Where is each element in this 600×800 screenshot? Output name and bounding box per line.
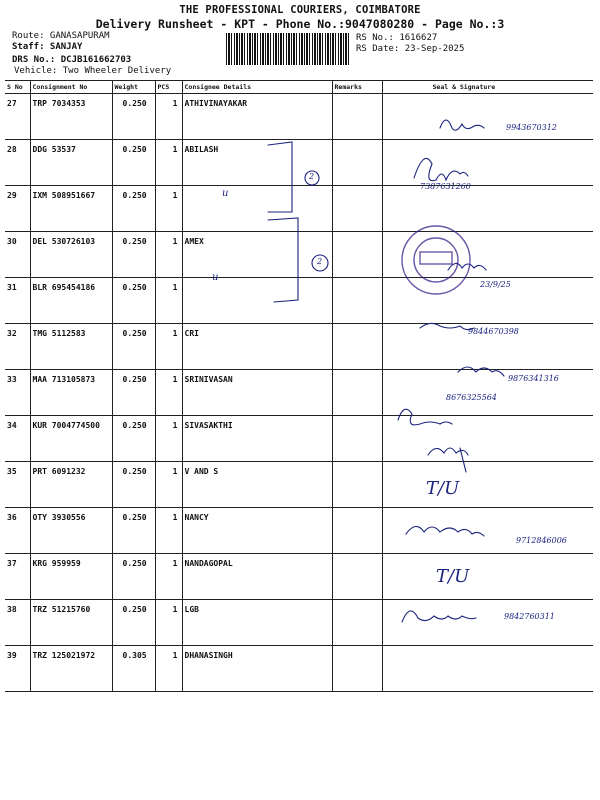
- row-pcs: 1: [155, 462, 182, 508]
- row-consignee: NANCY: [182, 508, 332, 554]
- row-remarks: [332, 508, 382, 554]
- row-pcs: 1: [155, 646, 182, 692]
- row-consignment: DEL 530726103: [30, 232, 112, 278]
- rs-number: RS No.: 1616627: [356, 33, 438, 43]
- col-consignee: Consignee Details: [182, 81, 332, 94]
- col-remarks: Remarks: [332, 81, 382, 94]
- row-consignment: KRG 959959: [30, 554, 112, 600]
- row-weight: 0.250: [112, 508, 155, 554]
- row-sno: 37: [5, 554, 30, 600]
- row-sno: 34: [5, 416, 30, 462]
- runsheet-table: [5, 80, 593, 692]
- row-weight: 0.250: [112, 554, 155, 600]
- row-sno: 35: [5, 462, 30, 508]
- row-sno: 28: [5, 140, 30, 186]
- row-consignment: TRP 7034353: [30, 94, 112, 140]
- row-weight: 0.305: [112, 646, 155, 692]
- row-signature: [382, 646, 593, 692]
- row-remarks: [332, 462, 382, 508]
- row-signature: [382, 508, 593, 554]
- ink-stamp-date: 23/9/25: [480, 280, 511, 289]
- row-consignment: MAA 713105873: [30, 370, 112, 416]
- table-row: [5, 416, 593, 462]
- row-pcs: 1: [155, 186, 182, 232]
- table-row: [5, 232, 593, 278]
- ink-bracket-mark: 2: [309, 172, 315, 181]
- row-signature: [382, 600, 593, 646]
- table-header-row: [5, 81, 593, 94]
- row-sno: 27: [5, 94, 30, 140]
- runsheet-title: Delivery Runsheet - KPT - Phone No.:9047080280 - Page No.:3: [95, 17, 505, 31]
- ink-tu-38: T/U: [436, 566, 470, 587]
- ink-phone-29: 7387631260: [420, 182, 471, 191]
- row-consignee: SIVASAKTHI: [182, 416, 332, 462]
- row-consignment: BLR 695454186: [30, 278, 112, 324]
- barcode-image: [226, 33, 350, 65]
- ink-phone-34: 8676325564: [446, 393, 497, 402]
- row-pcs: 1: [155, 416, 182, 462]
- row-sno: 29: [5, 186, 30, 232]
- row-pcs: 1: [155, 600, 182, 646]
- col-weight: Weight: [112, 81, 155, 94]
- row-weight: 0.250: [112, 140, 155, 186]
- row-consignment: IXM 508951667: [30, 186, 112, 232]
- ink-phone-39: 9842760311: [504, 612, 555, 621]
- row-consignee: AMEX: [182, 232, 332, 278]
- row-weight: 0.250: [112, 94, 155, 140]
- staff-label: Staff: SANJAY: [12, 42, 83, 52]
- row-remarks: [332, 600, 382, 646]
- vehicle-label: Vehicle: Two Wheeler Delivery: [14, 66, 172, 76]
- ink-ditto-mark: u: [212, 272, 219, 283]
- row-weight: 0.250: [112, 278, 155, 324]
- row-consignment: KUR 7004774500: [30, 416, 112, 462]
- table-row: [5, 462, 593, 508]
- row-sno: 33: [5, 370, 30, 416]
- row-pcs: 1: [155, 508, 182, 554]
- table-row: [5, 370, 593, 416]
- row-consignment: TRZ 125021972: [30, 646, 112, 692]
- table-row: [5, 186, 593, 232]
- row-consignee: [182, 278, 332, 324]
- col-consignment: Consignment No: [30, 81, 112, 94]
- table-row: [5, 554, 593, 600]
- row-consignee: LGB: [182, 600, 332, 646]
- col-pcs: PCS: [155, 81, 182, 94]
- row-consignee: V AND S: [182, 462, 332, 508]
- row-pcs: 1: [155, 278, 182, 324]
- row-consignee: DHANASINGH: [182, 646, 332, 692]
- row-sno: 39: [5, 646, 30, 692]
- row-consignment: TRZ 51215760: [30, 600, 112, 646]
- ink-ditto-mark: u: [222, 188, 229, 199]
- rs-date: RS Date: 23-Sep-2025: [356, 44, 465, 54]
- row-consignment: PRT 6091232: [30, 462, 112, 508]
- row-remarks: [332, 646, 382, 692]
- ink-tu-36: T/U: [426, 478, 460, 499]
- row-signature: [382, 416, 593, 462]
- row-remarks: [332, 140, 382, 186]
- row-remarks: [332, 554, 382, 600]
- ink-bracket-mark: 2: [317, 257, 323, 266]
- row-signature: [382, 186, 593, 232]
- table-row: [5, 94, 593, 140]
- row-sno: 36: [5, 508, 30, 554]
- ink-phone-32: 9844670398: [468, 327, 519, 336]
- ink-phone-27: 9943670312: [506, 123, 557, 132]
- row-consignee: CRI: [182, 324, 332, 370]
- row-pcs: 1: [155, 232, 182, 278]
- drs-number: DRS No.: DCJB161662703: [12, 55, 132, 65]
- route-label: Route: GANASAPURAM: [12, 31, 110, 41]
- row-remarks: [332, 186, 382, 232]
- row-weight: 0.250: [112, 370, 155, 416]
- row-weight: 0.250: [112, 462, 155, 508]
- row-signature: [382, 462, 593, 508]
- row-remarks: [332, 232, 382, 278]
- row-pcs: 1: [155, 324, 182, 370]
- row-weight: 0.250: [112, 232, 155, 278]
- row-sno: 30: [5, 232, 30, 278]
- row-signature: [382, 94, 593, 140]
- row-sno: 31: [5, 278, 30, 324]
- row-pcs: 1: [155, 94, 182, 140]
- table-row: [5, 600, 593, 646]
- row-weight: 0.250: [112, 186, 155, 232]
- row-weight: 0.250: [112, 416, 155, 462]
- row-consignee: NANDAGOPAL: [182, 554, 332, 600]
- row-consignee: ABILASH: [182, 140, 332, 186]
- col-sno: S No: [5, 81, 30, 94]
- row-consignment: TMG 5112583: [30, 324, 112, 370]
- ink-phone-33: 9876341316: [508, 374, 559, 383]
- row-consignment: DDG 53537: [30, 140, 112, 186]
- row-consignment: OTY 3930556: [30, 508, 112, 554]
- row-remarks: [332, 416, 382, 462]
- row-pcs: 1: [155, 370, 182, 416]
- col-signature: Seal & Signature: [382, 81, 593, 94]
- row-signature: [382, 554, 593, 600]
- company-title: THE PROFESSIONAL COURIERS, COIMBATORE: [179, 4, 421, 16]
- row-remarks: [332, 94, 382, 140]
- row-pcs: 1: [155, 554, 182, 600]
- row-weight: 0.250: [112, 600, 155, 646]
- row-consignee: SRINIVASAN: [182, 370, 332, 416]
- row-sno: 38: [5, 600, 30, 646]
- ink-phone-37: 9712846006: [516, 536, 567, 545]
- row-remarks: [332, 370, 382, 416]
- row-remarks: [332, 278, 382, 324]
- row-consignee: [182, 186, 332, 232]
- row-remarks: [332, 324, 382, 370]
- table-row: [5, 646, 593, 692]
- row-sno: 32: [5, 324, 30, 370]
- row-weight: 0.250: [112, 324, 155, 370]
- table-row: [5, 508, 593, 554]
- row-consignee: ATHIVINAYAKAR: [182, 94, 332, 140]
- table-row: [5, 140, 593, 186]
- row-signature: [382, 232, 593, 278]
- row-signature: [382, 140, 593, 186]
- row-pcs: 1: [155, 140, 182, 186]
